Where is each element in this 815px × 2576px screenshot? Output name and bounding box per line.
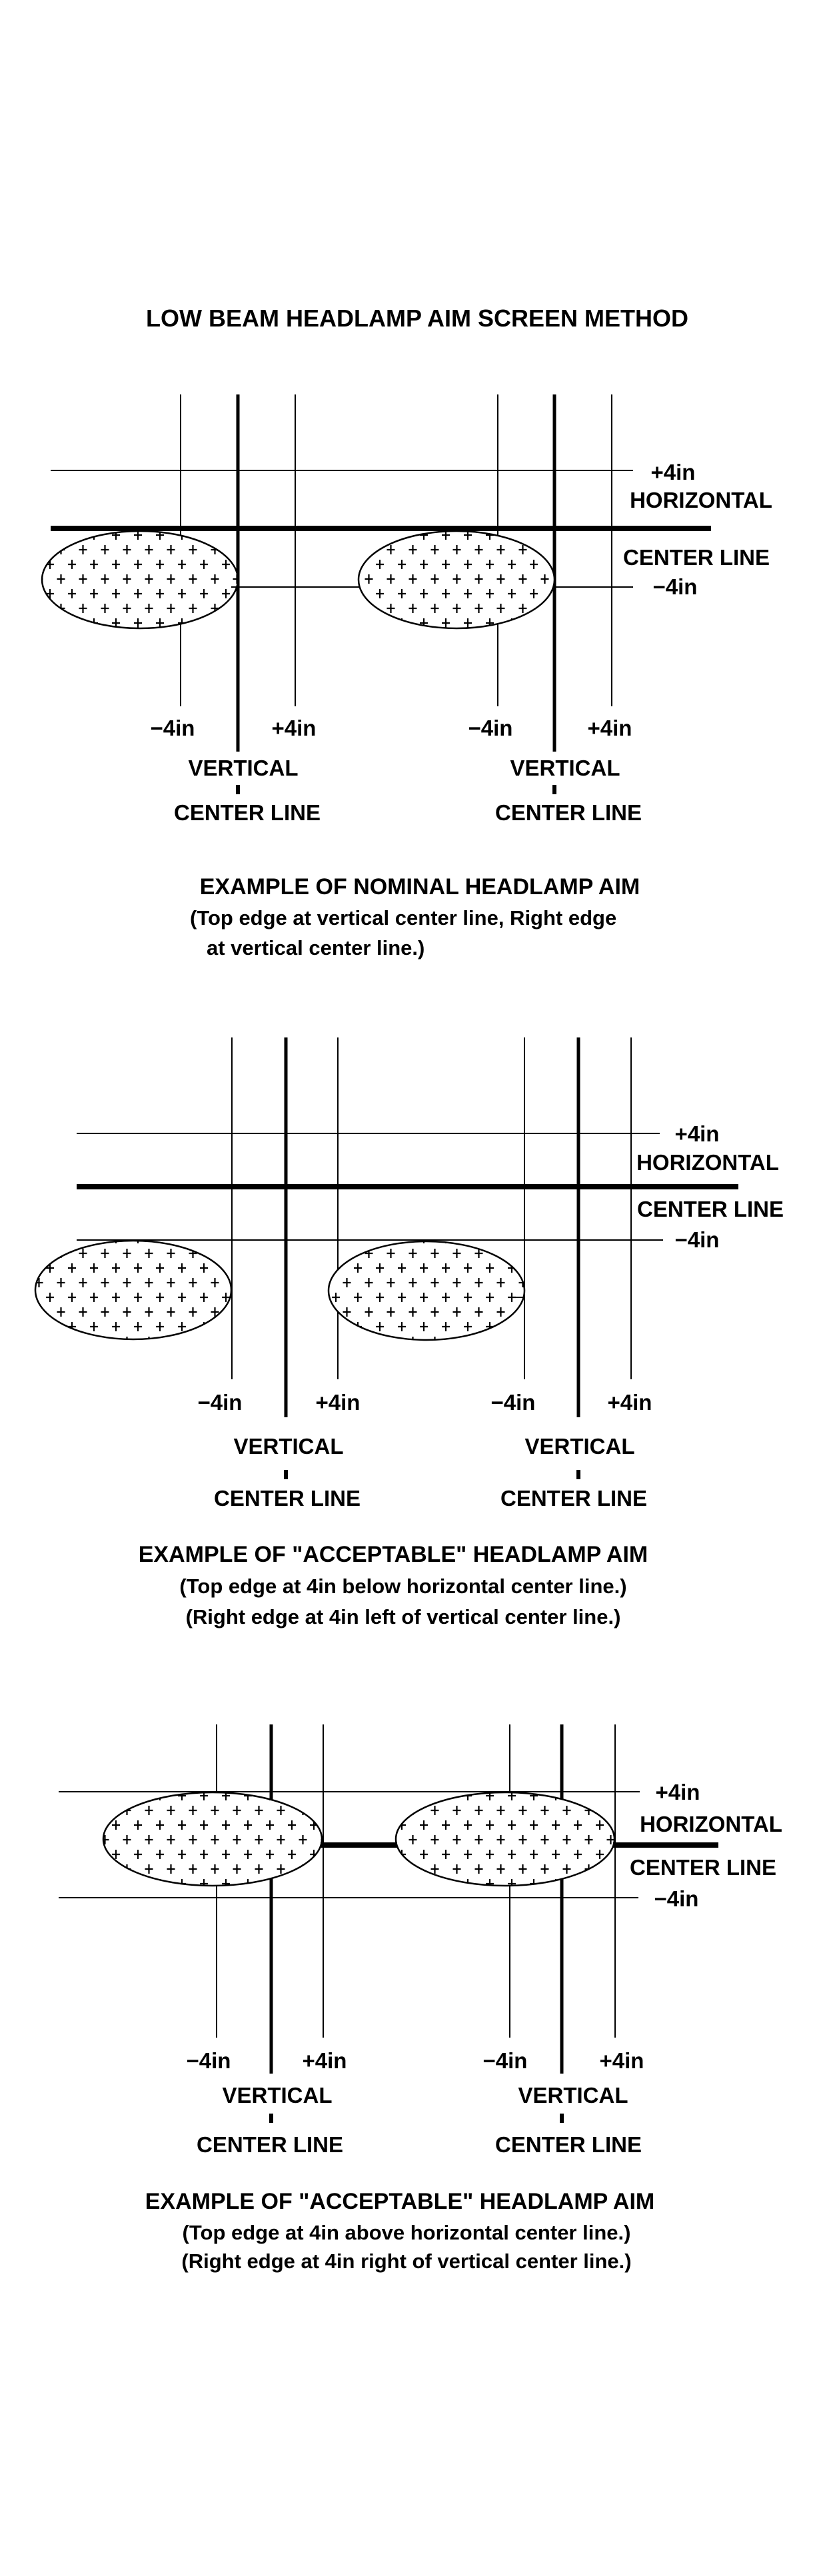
- caption-line-1: EXAMPLE OF "ACCEPTABLE" HEADLAMP AIM: [145, 2189, 655, 2214]
- right-vertical-label: VERTICAL: [518, 2083, 628, 2108]
- horizontal-center-line-label: CENTER LINE: [636, 1197, 784, 1221]
- left-beam-pattern-ellipse: [35, 1241, 231, 1339]
- plus4-horizontal-label: +4in: [674, 1121, 720, 1146]
- right-minus4-vertical-label: −4in: [468, 716, 513, 740]
- right-plus4-vertical-label: +4in: [607, 1390, 652, 1415]
- left-beam-pattern-ellipse: [103, 1792, 322, 1886]
- caption-line-3: at vertical center line.): [207, 936, 425, 960]
- page-title: LOW BEAM HEADLAMP AIM SCREEN METHOD: [146, 305, 688, 332]
- left-vertical-center-line-label: CENTER LINE: [196, 2132, 344, 2157]
- left-minus4-vertical-label: −4in: [197, 1390, 243, 1415]
- caption-line-3: (Right edge at 4in right of vertical center line.): [181, 2250, 632, 2273]
- left-plus4-vertical-label: +4in: [271, 716, 317, 740]
- caption-line-2: (Top edge at vertical center line, Right edge: [190, 906, 617, 930]
- horizontal-label: HORIZONTAL: [640, 1812, 782, 1836]
- left-beam-pattern-ellipse: [42, 531, 238, 628]
- right-beam-pattern-ellipse: [396, 1792, 614, 1886]
- horizontal-center-line-label: CENTER LINE: [622, 545, 770, 570]
- right-vertical-center-line-label: CENTER LINE: [494, 800, 642, 825]
- minus4-horizontal-label: −4in: [652, 574, 698, 599]
- plus4-horizontal-label: +4in: [655, 1780, 700, 1804]
- minus4-horizontal-label: −4in: [654, 1886, 699, 1911]
- horizontal-label: HORIZONTAL: [636, 1150, 779, 1175]
- plus4-horizontal-label: +4in: [650, 460, 696, 484]
- left-vertical-label: VERTICAL: [222, 2083, 333, 2108]
- left-plus4-vertical-label: +4in: [302, 2048, 347, 2073]
- caption-line-2: (Top edge at 4in below horizontal center line.): [179, 1575, 627, 1598]
- left-vertical-center-line-label: CENTER LINE: [173, 800, 321, 825]
- right-vertical-label: VERTICAL: [510, 756, 620, 780]
- right-vertical-center-line-label: CENTER LINE: [500, 1486, 648, 1511]
- left-minus4-vertical-label: −4in: [186, 2048, 231, 2073]
- caption-line-2: (Top edge at 4in above horizontal center line.): [182, 2221, 631, 2244]
- caption-line-1: EXAMPLE OF "ACCEPTABLE" HEADLAMP AIM: [138, 1542, 648, 1567]
- right-beam-pattern-ellipse: [329, 1241, 524, 1340]
- right-minus4-vertical-label: −4in: [482, 2048, 528, 2073]
- horizontal-center-line-label: CENTER LINE: [629, 1855, 777, 1880]
- right-beam-pattern-ellipse: [359, 531, 554, 628]
- left-plus4-vertical-label: +4in: [315, 1390, 361, 1415]
- left-vertical-center-line-label: CENTER LINE: [213, 1486, 361, 1511]
- right-plus4-vertical-label: +4in: [599, 2048, 644, 2073]
- caption-line-1: EXAMPLE OF NOMINAL HEADLAMP AIM: [199, 874, 640, 900]
- caption-line-3: (Right edge at 4in left of vertical center line.): [185, 1605, 621, 1628]
- right-vertical-label: VERTICAL: [524, 1434, 635, 1459]
- right-plus4-vertical-label: +4in: [587, 716, 632, 740]
- right-minus4-vertical-label: −4in: [490, 1390, 536, 1415]
- right-vertical-center-line-label: CENTER LINE: [494, 2132, 642, 2157]
- left-vertical-label: VERTICAL: [188, 756, 299, 780]
- horizontal-label: HORIZONTAL: [630, 488, 772, 512]
- left-minus4-vertical-label: −4in: [150, 716, 195, 740]
- left-vertical-label: VERTICAL: [233, 1434, 344, 1459]
- minus4-horizontal-label: −4in: [674, 1227, 720, 1252]
